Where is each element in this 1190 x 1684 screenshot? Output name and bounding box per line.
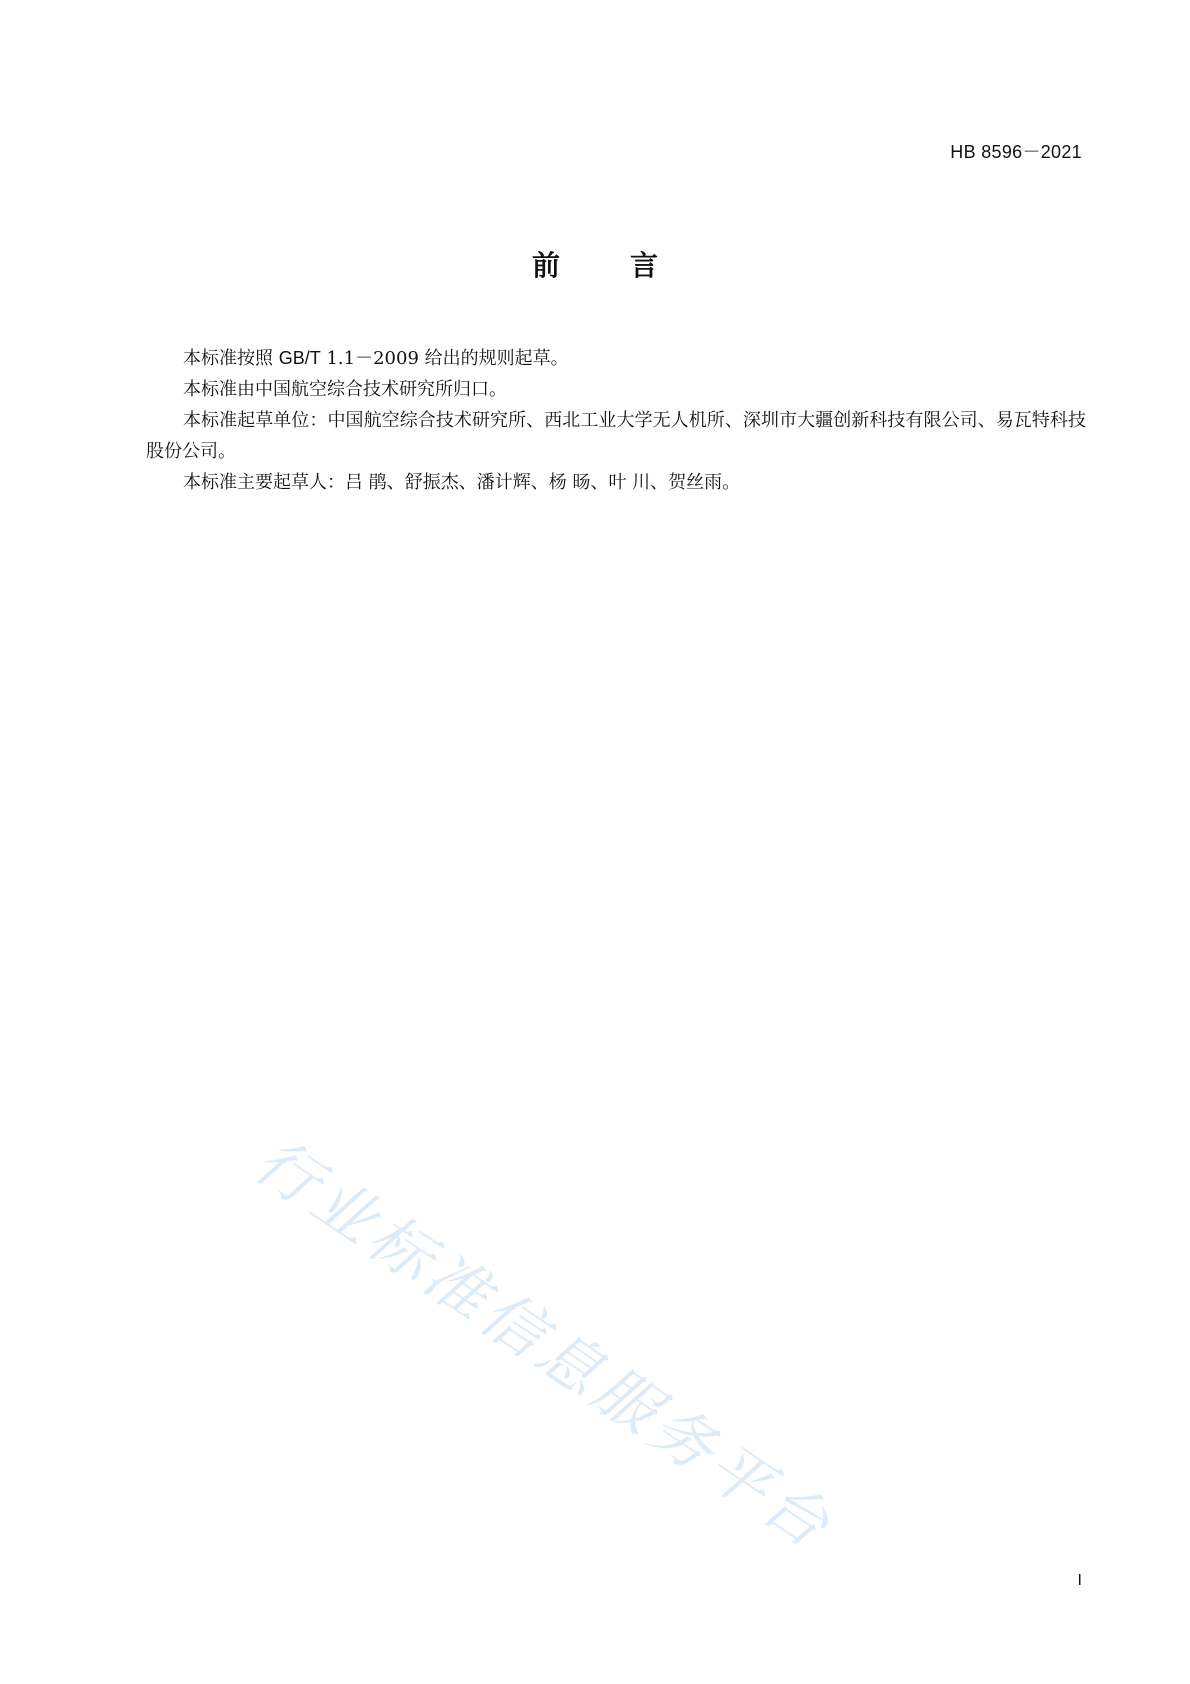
- title-part-2: 言: [630, 249, 659, 282]
- paragraph-drafters: 本标准主要起草人：吕 鹃、舒振杰、潘计辉、杨 旸、叶 川、贺丝雨。: [183, 472, 741, 493]
- foreword-body: [146, 343, 1086, 498]
- paragraph-drafting-units: 本标准起草单位：中国航空综合技术研究所、西北工业大学无人机所、深圳市大疆创新科技有限公司、易瓦特科技股份公司。: [146, 410, 1086, 462]
- paragraph-drafting-rules: [146, 343, 1086, 374]
- title-part-1: 前: [531, 249, 560, 282]
- paragraph-text: 本标准按照: [183, 348, 279, 369]
- paragraph-responsible-unit: 本标准由中国航空综合技术研究所归口。: [183, 379, 507, 400]
- watermark: 行业标准信息服务平台: [241, 1123, 847, 1565]
- document-code: HB 8596－2021: [950, 142, 1082, 162]
- page-title: [0, 244, 1190, 284]
- paragraph-text: 1.1－2009 给出的规则起草。: [320, 348, 569, 369]
- page-number: I: [1077, 1572, 1082, 1589]
- standard-code: GB/T: [278, 348, 321, 368]
